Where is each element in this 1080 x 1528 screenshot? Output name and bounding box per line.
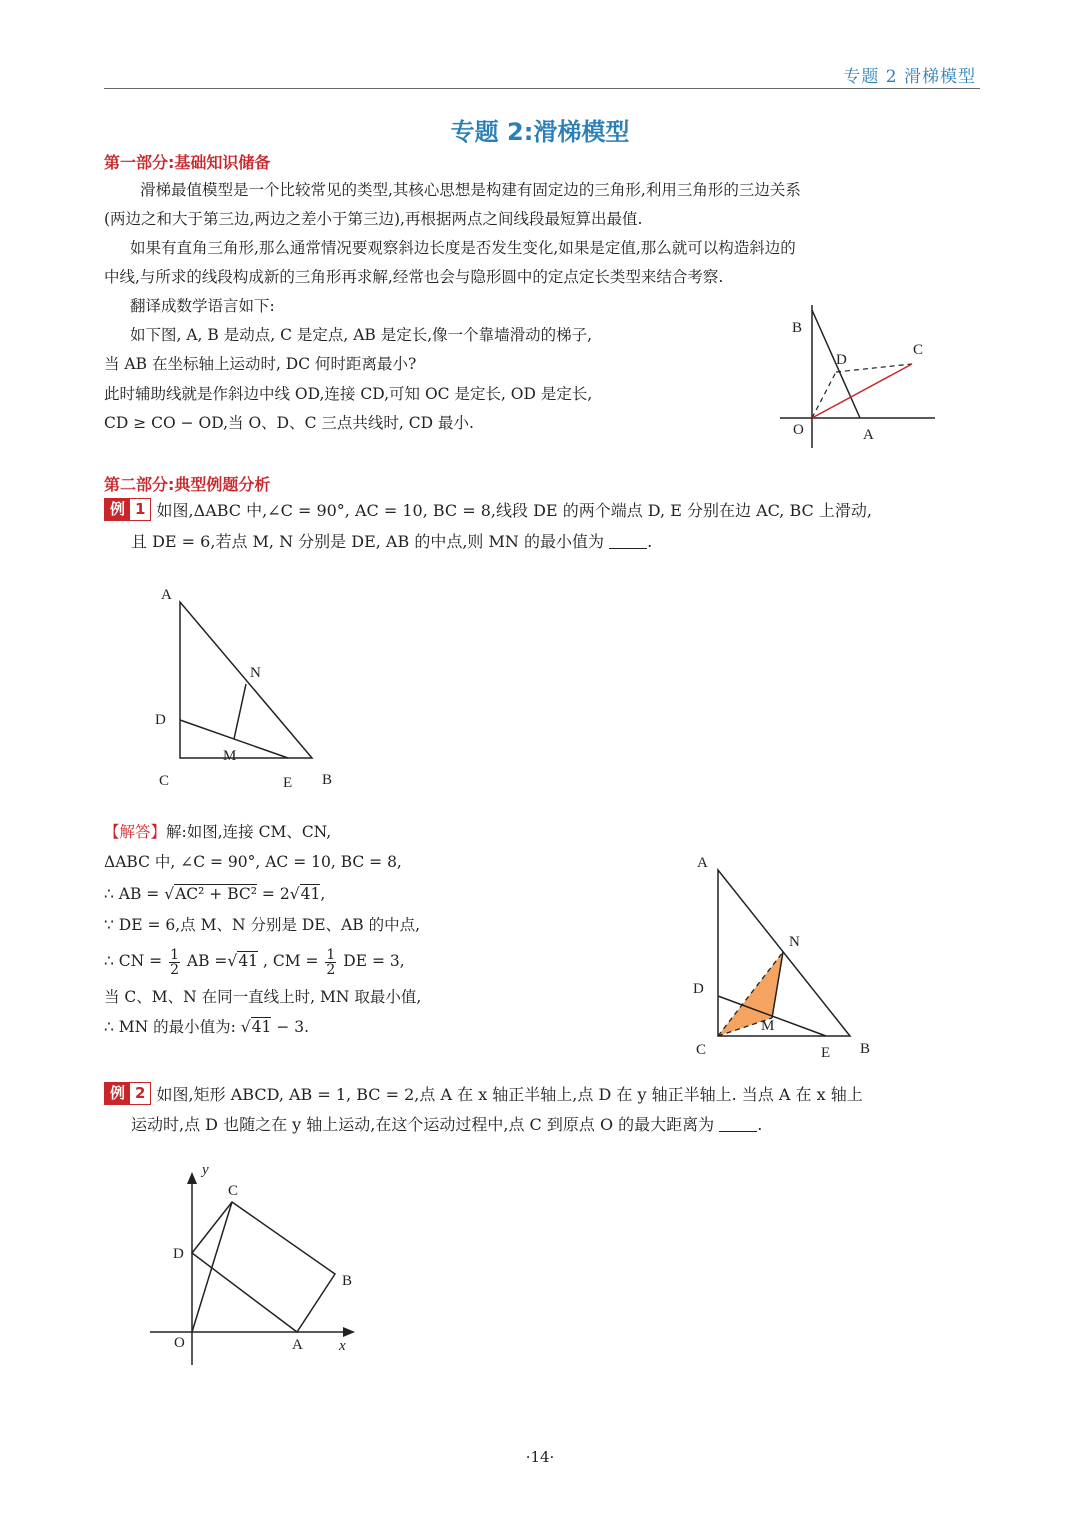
label-d: D [836,352,847,368]
answer-blank[interactable] [609,530,647,549]
part1-line: 当 AB 在坐标轴上运动时, DC 何时距离最小? [104,355,417,373]
header-rule [104,88,980,89]
label-n: N [789,934,800,950]
label-d: D [173,1246,184,1262]
example-1 [104,496,984,526]
example-2-badge: 例 2 [104,1082,151,1105]
label-o: O [174,1335,185,1351]
example-1-line2 [131,527,981,557]
solution-line: ΔABC 中, ∠C = 90°, AC = 10, BC = 8, [104,853,402,871]
part1-line: 中线,与所求的线段构成新的三角形再求解,经常也会与隐形圆中的定点定长类型来结合考察. [104,268,724,286]
solution-line: ∴ MN 的最小值为: √41 − 3. [104,1018,310,1036]
part1-line: 如下图, A, B 是动点, C 是定点, AB 是定长,像一个靠墙滑动的梯子, [130,326,593,344]
label-b: B [342,1273,353,1289]
solution-line: ∵ DE = 6,点 M、N 分别是 DE、AB 的中点, [104,916,421,934]
fraction-half: $\frac{1}{2}$ [326,946,336,978]
rectangle-abcd [192,1202,335,1332]
period: . [647,532,653,551]
label-y: y [202,1162,209,1178]
label-a: A [292,1337,303,1353]
label-x: x [339,1338,346,1354]
ladder-figure [770,300,950,460]
segment-oc [192,1202,232,1332]
label-e: E [821,1045,831,1061]
solution-line: ∴ AB = √AC² + BC² = 2√41, [104,885,326,903]
page-number: ·14· [525,1448,555,1466]
solution-line: 【解答】解:如图,连接 CM、CN, [104,823,332,841]
label-c: C [159,773,170,789]
part2-heading: 第二部分:典型例题分析 [104,475,271,494]
solution-line: 当 C、M、N 在同一直线上时, MN 取最小值, [104,988,422,1006]
label-b: B [322,772,333,788]
period: . [757,1115,763,1134]
part1-line: 此时辅助线就是作斜边中线 OD,连接 CD,可知 OC 是定长, OD 是定长, [104,385,593,403]
label-a: A [863,427,874,443]
part1-line: 如果有直角三角形,那么通常情况要观察斜边长度是否发生变化,如果是定值,那么就可以构造斜边的 [130,239,796,257]
part1-line: 翻译成数学语言如下: [130,297,275,315]
label-m: M [761,1018,775,1034]
example-2 [104,1080,984,1110]
label-e: E [283,775,293,791]
label-d: D [693,981,704,997]
triangle-abc [180,602,312,758]
solution-tag: 【解答】 [104,823,167,841]
example-2-text2: 运动时,点 D 也随之在 y 轴上运动,在这个运动过程中,点 C 到原点 O 的最大距离为 [131,1115,715,1134]
y-axis-arrow-icon [187,1172,197,1184]
part1-line: 滑梯最值模型是一个比较常见的类型,其核心思想是构建有固定边的三角形,利用三角形的三边关系 [140,181,801,199]
running-header: 专题 2 滑梯模型 [843,67,976,87]
example-2-line2 [131,1110,981,1140]
answer-blank[interactable] [719,1113,757,1132]
label-m: M [223,748,237,764]
part1-heading: 第一部分:基础知识储备 [104,153,271,172]
label-d: D [155,712,166,728]
label-o: O [793,422,804,438]
example-2-figure [145,1160,375,1370]
x-axis-arrow-icon [343,1327,355,1337]
example-1-badge: 例 1 [104,498,151,521]
label-c: C [228,1183,239,1199]
label-a: A [161,587,172,603]
label-b: B [792,320,803,336]
fraction-half: $\frac{1}{2}$ [170,946,179,978]
page-title: 专题 2:滑梯模型 [450,118,630,146]
label-b: B [860,1041,871,1057]
part1-line: CD ≥ CO − OD,当 O、D、C 三点共线时, CD 最小. [104,414,474,432]
label-a: A [697,855,708,871]
segment-oc [812,364,912,418]
example-1-figure [150,580,350,800]
segment-mn [234,684,246,739]
part1-line: (两边之和大于第三边,两边之差小于第三边),再根据两点之间线段最短算出最值. [104,210,643,228]
solution-1-figure [688,848,888,1068]
example-2-text: 如图,矩形 ABCD, AB = 1, BC = 2,点 A 在 x 轴正半轴上,点 D 在 y 轴正半轴上. 当点 A 在 x 轴上 [156,1085,863,1104]
label-c: C [913,342,924,358]
solution-line: ∴ CN = $\frac{1}{2}$ AB =√41 , CM = $\frac{1}{2}$ DE = 3, [104,946,405,978]
label-c: C [696,1042,707,1058]
example-1-text2: 且 DE = 6,若点 M, N 分别是 DE, AB 的中点,则 MN 的最小值为 [131,532,604,551]
example-1-text: 如图,ΔABC 中,∠C = 90°, AC = 10, BC = 8,线段 DE 的两个端点 D, E 分别在边 AC, BC 上滑动, [156,501,872,520]
label-n: N [250,665,261,681]
